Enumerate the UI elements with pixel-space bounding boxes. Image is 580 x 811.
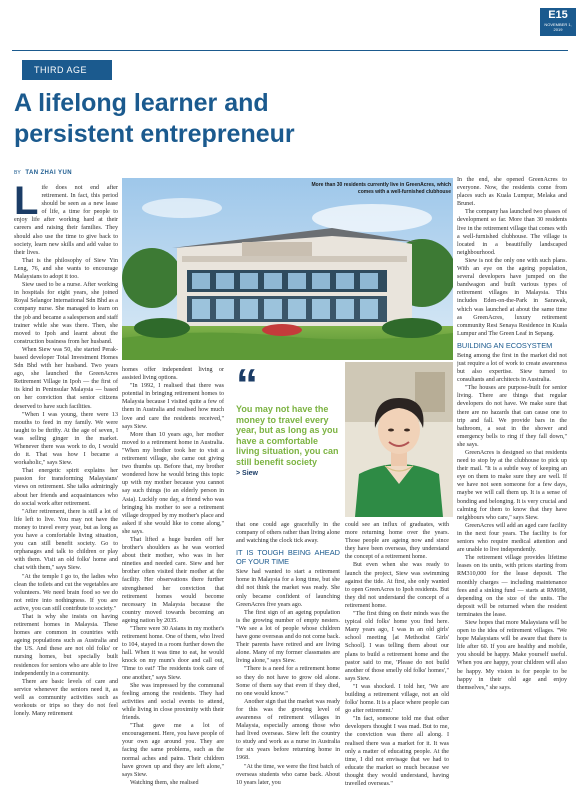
article-paragraph: "In fact, someone told me that other developers thought I was mad. But to me, the conviction was there all along. I realised there was a market for it. It was only a matter of educating people. At the time, I did not envisage that we had to educate the market so much because we thought they would understand, having travelled overseas." [345,716,449,787]
article-column-4 [345,521,449,806]
page-number: E15 [548,9,568,21]
article-paragraph: When Siew was 50, she started Perak-based developer Total Investment Homes Sdn Bhd with her husband. Two years ago, she launched the GreenAcres Retirement Village in Ipoh — the first of its kind in Peninsular Malaysia — based on her conviction that senior citizens deserved to have such facilities. [14,346,118,410]
portrait-photo [345,362,453,517]
article-paragraph: The retirement village provides lifetime leases on its units, with prices starting from RM310,000 for the lease deposit. The monthly charges — including maintenance fees and a sinking fund — starts at RM698, depending on the size of the units. The deposit will be returned when the resident terminates the lease. [457,555,567,618]
article-column-3 [236,521,340,806]
article-paragraph: That lifted a huge burden off her brother's shoulders as he was worried about their mother, who was in her nineties and needed care. Siew and her brother often visited their mother at the facility. Her observations there further strengthened her conviction that retirement homes would become necessary in Malaysia because the country moved towards becoming an ageing nation by 2035. [122,536,224,624]
article-paragraph: could see an influx of graduates, with more returning home over the years. Those people are ageing now and since they have been overseas, they understand the concept of a retirement home. [345,522,449,561]
article-paragraph: "The first thing on their minds was the typical old folks' home you find here. Many years ago, I was in an old girls' school meeting [at Methodist Girls' School]. I was telling them about our plans to build a retirement home and the pastor said to me, 'Please do not build another of those smelly old folks' homes'," says Siew. [345,611,449,682]
article-paragraph: "In 1992, I realised that there was potential in bringing retirement homes to Malaysia because I visited quite a few of them in Australia and realised how much love and care the residents received," says Siew. [122,383,224,430]
issue-date: NOVEMBER 1, 2019 [544,22,572,32]
article-paragraph: Siew is not the only one with such plans. With an eye on the ageing population, several developers have jumped on the bandwagon and built various types of retirement villages in Malaysia. This includes Eden-on-the-Park in Sarawak, which was launched at about the same time as GreenAcres, luxury retirement community Resi Senaya Residence in Kuala Lumpur and The Green Leaf in Sepang. [457,257,567,337]
article-paragraph: In the end, she opened GreenAcres to everyone. Now, the residents come from places such as Kuala Lumpur, Melaka and Brunei. [457,177,567,208]
headline-line-1: A lifelong learner and [14,89,269,117]
byline-author: TAN ZHAI YUN [25,170,72,176]
byline [14,170,72,176]
page-number-badge [540,8,576,36]
article-paragraph: Siew used to be a nurse. After working in hospitals for eight years, she joined Royal Selangor International Sdn Bhd as a company nurse. She managed to learn on the job and became a salesperson and staff trainer while she was there. Then, she moved to Ipoh and learnt about the construction business from her husband. [14,282,118,345]
photo-caption: More than 30 residents currently live in GreenAcres, which comes with a well-furnished clubhouse [311,182,451,195]
article-paragraph: "I was shocked. I told her, 'We are building a retirement village, not an old folks' home. It is a place where people can go after retirement.' [345,683,449,715]
article-paragraph: "After retirement, there is still a lot of life left to live. You may not have the money to travel every year, but as long as you have a comfortable living situation, you can still benefit society. Go to orphanages and talk to children or play with them. Visit an old folks' home and chat with them," says Siew. [14,508,118,572]
article-paragraph: "At the time, we were the first batch of overseas students who came back. About 10 years later, you [236,763,340,786]
headline [14,88,534,150]
drop-cap: L [14,184,39,223]
pull-quote-text: You may not have the money to travel every year, but as long as you have a comfortable living situation, you can still benefit society [236,404,339,467]
article-paragraph: homes offer independent living or assisted living options. [122,367,224,382]
article-paragraph: Another sign that the market was ready for this was the growing level of awareness of retirement villages in Malaysia, especially among those who had lived overseas. Siew left the country to study and work as a nurse in Australia for six years before returning home in 1968. [236,698,340,762]
section-tag: THIRD AGE [22,60,112,80]
article-paragraph: GreenAcres is designed so that residents need to stop by at the clubhouse to pick up their mail. "It is a subtle way of keeping an eye on them to make sure they are well. If we have not seen someone for a few days, maybe we will call them up. It is a sense of bonding and belonging. It is very crucial and calming for them to know that they have neighbours who care," says Siew. [457,450,567,521]
article-paragraph: The first sign of an ageing population is the growing number of empty nesters. "We see a lot of people whose children have gone overseas and do not come back. Their parents have retired and are living alone. Many of my former classmates are living alone," says Siew. [236,609,340,665]
article-paragraph: That is the philosophy of Siew Yin Leng, 76, and she wants to encourage Malaysians to adopt it too. [14,257,118,281]
pull-quote [236,360,340,516]
headline-line-2: persistent entrepreneur [14,120,295,148]
article-paragraph: "There is a need for a retirement home so they do not have to grow old alone. Some of them say that even if they died, no one would know." [236,666,340,697]
article-column-1 [14,184,118,806]
article-paragraph: That energetic spirit explains her passion for transforming Malaysians' views on retirement. She talks admiringly about her friends and acquaintances who do social work after retirement. [14,468,118,507]
article-paragraph: There are basic levels of care and service whenever the seniors need it, as well as community activities such as workouts or trips so they do not feel lonely. Many retirement [14,678,118,718]
quote-mark-icon: “ [236,360,258,409]
byline-prefix: BY [14,170,21,176]
article-column-5 [457,176,567,806]
article-paragraph: But even when she was ready to launch the project, Siew was swimming against the tide. At first, she only wanted to open GreenAcres to Ipoh residents. But they did not understand the concept of a retirement home. [345,562,449,609]
article-paragraph: "At the temple I go to, the ladies who clean the toilets and cut the vegetables are volunteers. We need brain food so we do not retire into nothingness. If you are active, you can still contribute to society." [14,573,118,612]
subheading: BUILDING AN ECOSYSTEM [457,340,553,350]
article-paragraph: Life does not end after retirement. In fact, this period should be seen as a new lease of life, a time for people to enjoy life after working hard at their careers and raising their families. They should also use the time to give back to society, learn new skills and add value to their lives. [14,184,118,256]
article-paragraph: Being among the first in the market did not just require a lot of work to create awareness but also expertise. Siew turned to consultants and architects in Australia. [457,352,567,384]
top-rule [12,50,568,51]
article-paragraph: "When I was young, there were 13 mouths to feed in my family. We were taught to be thrifty. At the age of seven, I was selling ginger in the market. Whenever there was work to do, I would do it. That was how I became a workaholic," says Siew. [14,411,118,467]
article-paragraph: She was impressed by the communal feeling among the residents. They had activities and social events to attend, while living in close proximity with their friends. [122,682,224,722]
subheading: IT IS TOUGH BEING AHEAD OF YOUR TIME [236,548,340,567]
article-paragraph: More than 10 years ago, her mother moved to a retirement home in Australia. "When my brother took her to visit a retirement village, she came out giving two thumbs up. Before that, my brother wondered how he would bring this topic up with my mother because you cannot say such things (to an elderly person in Asia). Luckily one day, a friend who was bringing his mother to see a retirement village dropped by my mother's place and asked if she would like to come along," she says. [122,431,224,535]
pull-quote-source: > Siew [236,470,258,477]
article-paragraph: "That gave me a lot of encouragement. Here, you have people of your own age around you. They are facing the same problems, such as the normal aches and pains. Their children have grown up and they are left alone," says Siew. [122,723,224,778]
article-paragraph: "There were 30 Asians in my mother's retirement home. One of them, who lived to 104, stayed in a room further down the hall. When it was time to eat, he would knock on my mum's door and call out, 'Time to eat!' The residents took care of one another," says Siew. [122,626,224,681]
article-paragraph: The company has launched two phases of development so far. More than 30 residents live in the retirement village that comes with a well-furnished clubhouse. The village is located in a beautifully landscaped neighbourhood. [457,209,567,256]
article-paragraph: That is why she insists on having retirement homes in Malaysia. These homes are common in countries with ageing populations such as Australia and the US. And these are not old folks' or nursing homes, but specially built residences for seniors who are able to live independently in a community. [14,613,118,677]
article-column-2 [122,366,224,806]
article-paragraph: that one could age gracefully in the company of others rather than living alone and watching the clock tick away. [236,522,340,545]
article-paragraph: "The houses are purpose-built for senior living. There are things that regular developers do not have. We make sure that there are no hazards that can cause one to trip and fall. We provide bars in the bathroom, a seat in the shower and emergency bells to ring if they fall down," she says. [457,385,567,448]
building-photo [122,178,453,360]
article-paragraph: Siew had wanted to start a retirement home in Malaysia for a long time, but she did not think the market was ready. She only became confident of launching GreenAcres five years ago. [236,569,340,608]
article-paragraph: Watching them, she realised [130,779,199,786]
article-paragraph: Siew hopes that more Malaysians will be open to the idea of retirement villages. "We hope Malaysians will be aware that there is life after 60. If you are healthy and mobile, you should be happy. Make yourself useful. When you are happy, your children will also be happy. My vision is for people to be happy in their old age and enjoy themselves," she says. [457,619,567,691]
article-paragraph: GreenAcres will add an aged care facility in the next four years. The facility is for seniors who require medical attention and are unable to live independently. [457,522,567,554]
